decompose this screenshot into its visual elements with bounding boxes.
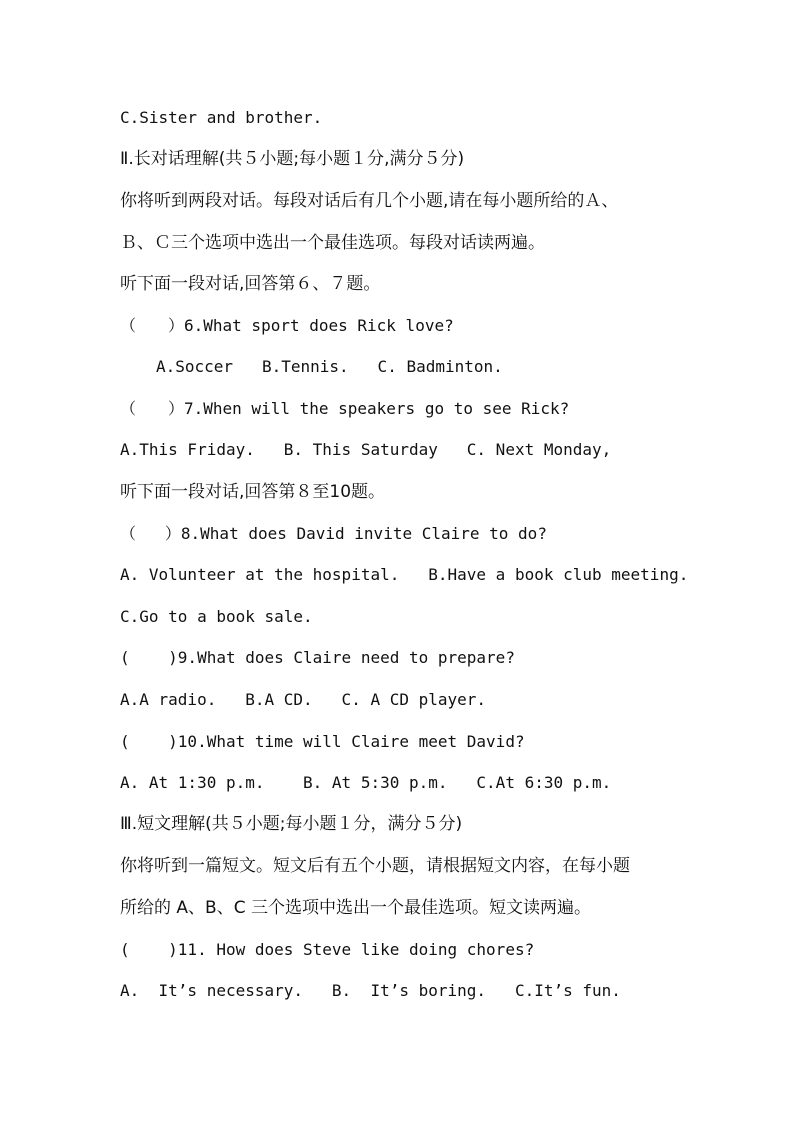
- section-3-instruction-line-2: 所给的 A、B、C 三个选项中选出一个最佳选项。短文读两遍。: [120, 898, 591, 918]
- question-6: （ ）6.What sport does Rick love?: [120, 316, 454, 335]
- dialogue-2-prompt: 听下面一段对话,回答第８至10题。: [120, 482, 386, 502]
- question-8-options-line-1: A. Volunteer at the hospital. B.Have a book club meeting.: [120, 565, 689, 584]
- section-2-instruction-line-1: 你将听到两段对话。每段对话后有几个小题,请在每小题所给的Ａ、: [120, 191, 619, 211]
- option-line-5c: C.Sister and brother.: [120, 108, 323, 127]
- question-7-options: A.This Friday. B. This Saturday C. Next Monday,: [120, 440, 612, 459]
- question-11-options: A. It’s necessary. B. It’s boring. C.It’s fun.: [120, 981, 621, 1000]
- question-8-options-line-2: C.Go to a book sale.: [120, 607, 313, 626]
- section-2-instruction-line-2: Ｂ、Ｃ三个选项中选出一个最佳选项。每段对话读两遍。: [120, 233, 545, 253]
- question-11: ( )11. How does Steve like doing chores?: [120, 940, 535, 959]
- question-8: （ ）8.What does David invite Claire to do?: [120, 524, 547, 543]
- question-9: ( )9.What does Claire need to prepare?: [120, 648, 515, 667]
- question-9-options: A.A radio. B.A CD. C. A CD player.: [120, 690, 487, 709]
- section-2-heading: Ⅱ.长对话理解(共５小题;每小题１分,满分５分): [120, 149, 465, 169]
- section-3-instruction-line-1: 你将听到一篇短文。短文后有五个小题，请根据短文内容，在每小题: [120, 856, 630, 876]
- question-10: ( )10.What time will Claire meet David?: [120, 732, 525, 751]
- question-6-options: A.Soccer B.Tennis. C. Badminton.: [156, 357, 503, 376]
- section-3-heading: Ⅲ.短文理解(共５小题;每小题１分，满分５分): [120, 814, 463, 834]
- question-7: （ ）7.When will the speakers go to see Rick?: [120, 399, 570, 418]
- dialogue-1-prompt: 听下面一段对话,回答第６、７题。: [120, 274, 381, 294]
- question-10-options: A. At 1:30 p.m. B. At 5:30 p.m. C.At 6:30 p.m.: [120, 773, 612, 792]
